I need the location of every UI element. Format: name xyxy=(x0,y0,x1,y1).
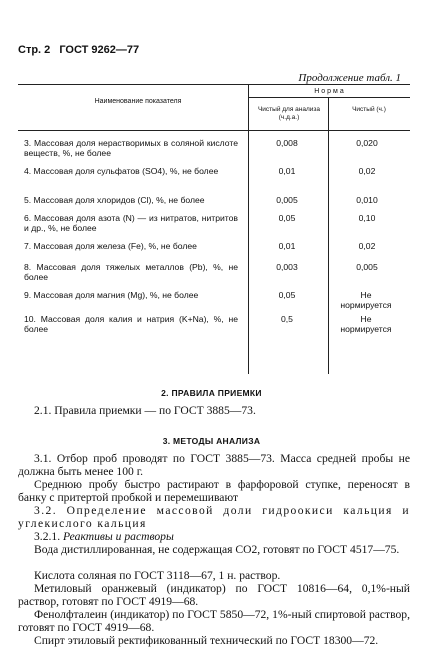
row-value-chda: 0,05 xyxy=(278,290,296,300)
row-value-chda: 0,01 xyxy=(278,166,296,176)
row-value-ch: 0,005 xyxy=(356,262,378,272)
row-value-chda: 0,005 xyxy=(276,195,298,205)
paragraph-3-2: 3.2. Определение массовой доли гидроокиси кальция и углекислого кальция xyxy=(18,504,410,530)
row-value-ch: 0,10 xyxy=(358,213,376,223)
paragraph-methyl-orange: Метиловый оранжевый (индикатор) по ГОСТ 10816—64, 0,1%-ный раствор, готовят по ГОСТ 4919—68. xyxy=(18,582,410,608)
column-header-ch: Чистый (ч.) xyxy=(352,106,386,113)
row-value-ch: Не нормируется xyxy=(340,314,392,334)
standard-number: ГОСТ 9262—77 xyxy=(59,44,140,56)
paragraph-acid: Кислота соляная по ГОСТ 3118—67, 1 н. раствор. xyxy=(34,569,281,582)
row-value-ch: 0,010 xyxy=(356,195,378,205)
paragraph-water: Вода дистиллированная, не содержащая CO2, готовят по ГОСТ 4517—75. xyxy=(34,543,400,556)
row-name: 7. Массовая доля железа (Fe), %, не более xyxy=(24,241,197,251)
row-value-ch: 0,020 xyxy=(356,138,378,148)
row-value-chda: 0,01 xyxy=(278,241,296,251)
row-name: 4. Массовая доля сульфатов (SO4), %, не более xyxy=(24,166,219,176)
row-name: 5. Массовая доля хлоридов (Cl), %, не более xyxy=(24,195,205,205)
column-divider-2 xyxy=(328,97,329,374)
subsection-number: 3.2.1. xyxy=(34,530,61,543)
row-value-chda: 0,5 xyxy=(281,314,293,324)
row-value-chda: 0,05 xyxy=(278,213,296,223)
subsection-title: Реактивы и растворы xyxy=(63,530,174,543)
page-number: Стр. 2 xyxy=(18,44,51,56)
section-2-title: 2. ПРАВИЛА ПРИЕМКИ xyxy=(161,388,262,398)
paragraph-phenolphthalein: Фенолфталеин (индикатор) по ГОСТ 5850—72, 1%-ный спиртовой раствор, готовят по ГОСТ 4919—68. xyxy=(18,608,410,634)
column-header-chda: Чистый для анализа (ч.д.а.) xyxy=(257,106,321,121)
paragraph-sample-prep: Среднюю пробу быстро растирают в фарфоровой ступке, переносят в банку с притертой пробкой и перемешивают xyxy=(18,478,410,504)
row-name: 10. Массовая доля калия и натрия (K+Na), %, не более xyxy=(24,314,238,334)
column-header-norma: Норма xyxy=(314,88,346,95)
header-bottom-rule xyxy=(18,130,410,131)
section-2-paragraph: 2.1. Правила приемки — по ГОСТ 3885—73. xyxy=(34,404,256,417)
row-name: 9. Массовая доля магния (Mg), %, не более xyxy=(24,290,199,300)
paragraph-3-2-1 xyxy=(18,530,410,543)
paragraph-ethanol: Спирт этиловый ректификованный технический по ГОСТ 18300—72. xyxy=(34,634,379,647)
paragraph-3-1: 3.1. Отбор проб проводят по ГОСТ 3885—73. Масса средней пробы не должна быть менее 100 г. xyxy=(18,452,410,478)
column-header-name: Наименование показателя xyxy=(94,98,182,105)
row-name: 3. Массовая доля нерастворимых в соляной кислоте веществ, %, не более xyxy=(24,138,238,158)
row-value-ch: Не нормируется xyxy=(340,290,392,310)
row-value-chda: 0,003 xyxy=(276,262,298,272)
row-name: 6. Массовая доля азота (N) — из нитратов, нитритов и др., %, не более xyxy=(24,213,238,233)
row-name: 8. Массовая доля тяжелых металлов (Pb), %, не более xyxy=(24,262,238,282)
row-value-ch: 0,02 xyxy=(358,241,376,251)
table-continuation-label: Продолжение табл. 1 xyxy=(298,72,401,84)
norma-subheader-rule xyxy=(248,97,410,98)
row-value-ch: 0,02 xyxy=(358,166,376,176)
page-header xyxy=(18,44,145,56)
norms-table xyxy=(18,84,410,374)
section-3-title: 3. МЕТОДЫ АНАЛИЗА xyxy=(162,436,261,446)
table-top-rule xyxy=(18,84,410,85)
column-divider-1 xyxy=(248,84,249,374)
row-value-chda: 0,008 xyxy=(276,138,298,148)
